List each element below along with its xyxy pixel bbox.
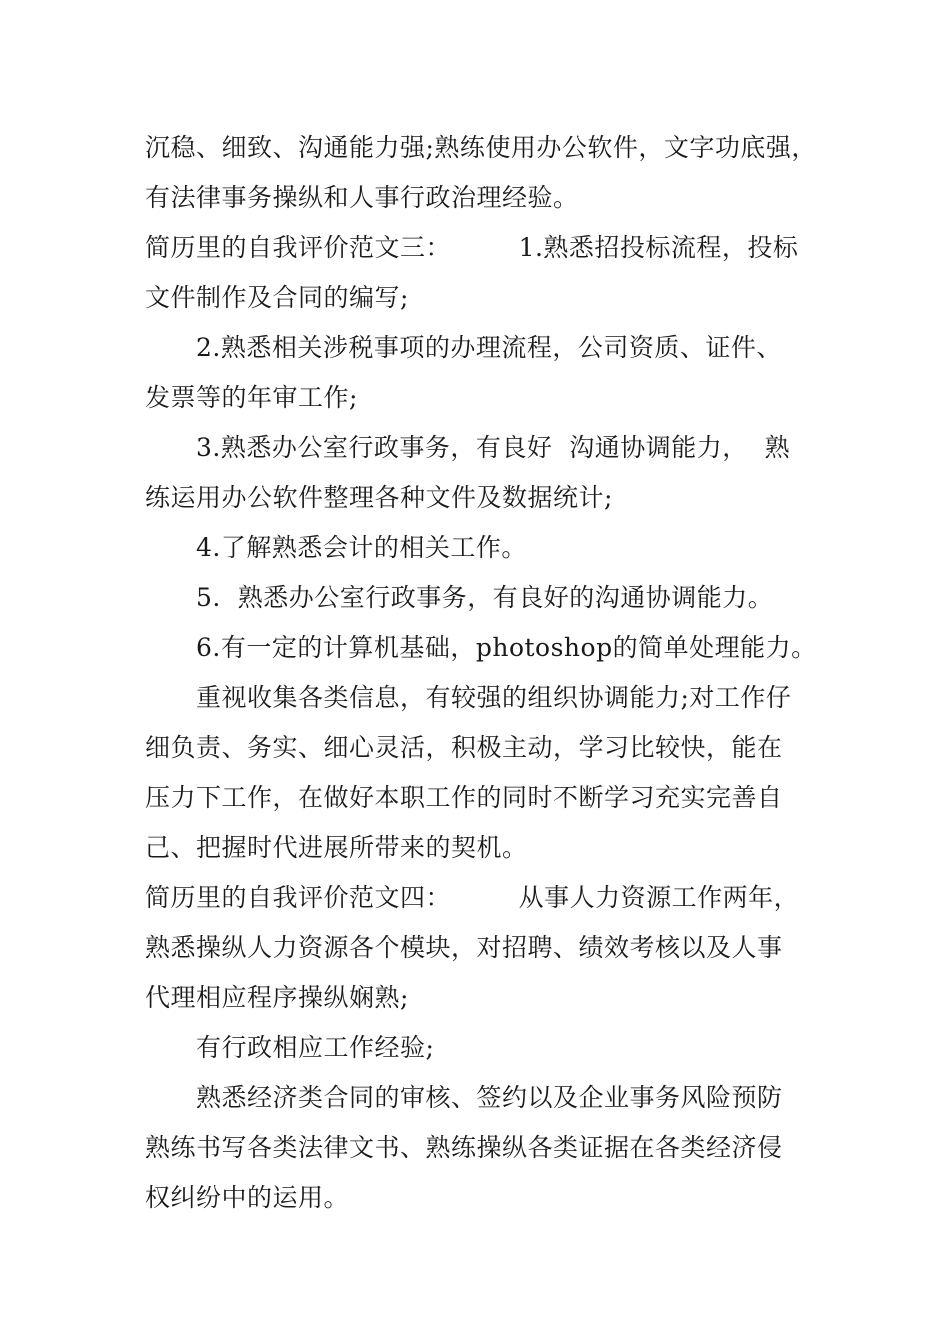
list-item: 3.熟悉办公室行政事务，有良好 沟通协调能力， 熟: [196, 433, 791, 462]
text-line: 熟悉操纵人力资源各个模块，对招聘、绩效考核以及人事: [145, 933, 783, 962]
text-line: 练运用办公软件整理各种文件及数据统计;: [145, 483, 613, 512]
list-item: 5. 熟悉办公室行政事务，有良好的沟通协调能力。: [196, 583, 774, 612]
text-line: 细负责、务实、细心灵活，积极主动，学习比较快，能在: [145, 733, 783, 762]
paragraph-start: 熟悉经济类合同的审核、签约以及企业事务风险预防: [196, 1083, 783, 1112]
section-heading-3: 简历里的自我评价范文三： 1.熟悉招投标流程，投标: [145, 233, 799, 262]
text-line: 权纠纷中的运用。: [145, 1183, 350, 1212]
list-item: 6.有一定的计算机基础，photoshop的简单处理能力。: [196, 633, 817, 662]
text-line: 己、把握时代进展所带来的契机。: [145, 833, 528, 862]
text-line: 文件制作及合同的编写;: [145, 283, 409, 312]
text-line: 熟练书写各类法律文书、熟练操纵各类证据在各类经济侵: [145, 1133, 783, 1162]
list-item: 2.熟悉相关涉税事项的办理流程，公司资质、证件、: [196, 333, 782, 362]
text-line: 沉稳、细致、沟通能力强;熟练使用办公软件，文字功底强，: [145, 133, 817, 162]
text-line: 压力下工作，在做好本职工作的同时不断学习充实完善自: [145, 783, 783, 812]
text-line: 发票等的年审工作;: [145, 383, 358, 412]
list-item: 4.了解熟悉会计的相关工作。: [196, 533, 527, 562]
text-line: 有法律事务操纵和人事行政治理经验。: [145, 183, 579, 212]
paragraph-start: 重视收集各类信息，有较强的组织协调能力;对工作仔: [196, 683, 792, 712]
paragraph-start: 有行政相应工作经验;: [196, 1033, 435, 1062]
section-heading-4: 简历里的自我评价范文四： 从事人力资源工作两年，: [145, 883, 800, 912]
text-line: 代理相应程序操纵娴熟;: [145, 983, 409, 1012]
